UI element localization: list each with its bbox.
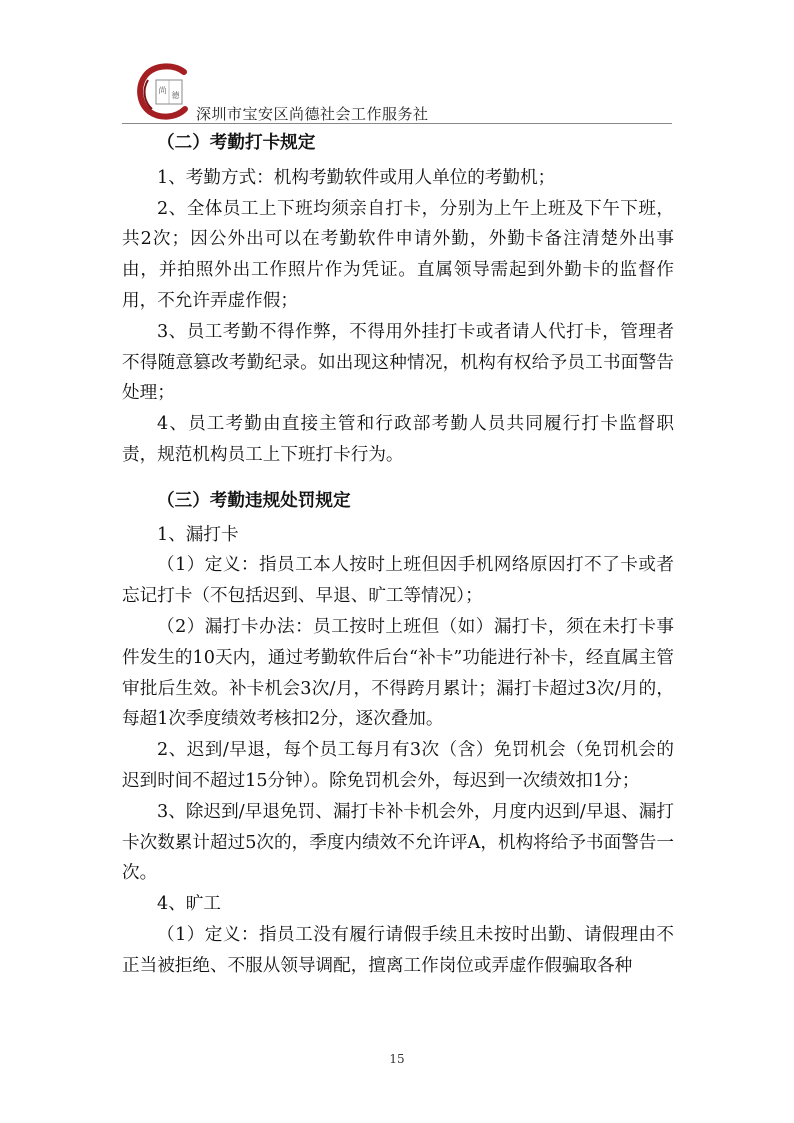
organization-name: 深圳市宝安区尚德社会工作服务社 <box>196 105 429 123</box>
paragraph: 2、迟到/早退，每个员工每月有3次（含）免罚机会（免罚机会的迟到时间不超过15分钟）。除免罚机会外，每迟到一次绩效扣1分； <box>122 740 674 791</box>
organization-logo-icon <box>136 62 194 120</box>
paragraph: （1）定义：指员工没有履行请假手续且未按时出勤、请假理由不正当被拒绝、不服从领导调配，擅离工作岗位或弄虚作假骗取各种 <box>122 924 674 976</box>
document-body <box>122 128 674 982</box>
paragraph: 2、全体员工上下班均须亲自打卡，分别为上午上班及下午下班，共2次；因公外出可以在考勤软件申请外勤，外勤卡备注清楚外出事由，并拍照外出工作照片作为凭证。直属领导需起到外勤卡的监督作用，不允许弄虚作假； <box>122 198 674 311</box>
section-heading-violation-penalties: （三）考勤违规处罚规定 <box>157 489 351 511</box>
header-divider <box>122 123 672 124</box>
svg-text:尚: 尚 <box>158 86 167 95</box>
paragraph: 3、员工考勤不得作弊，不得用外挂打卡或者请人代打卡，管理者不得随意篡改考勤纪录。如出现这种情况，机构有权给予员工书面警告处理； <box>122 321 674 404</box>
paragraph: 1、考勤方式：机构考勤软件或用人单位的考勤机； <box>157 167 556 188</box>
paragraph: 4、旷工 <box>157 894 221 915</box>
paragraph: 3、除迟到/早退免罚、漏打卡补卡机会外，月度内迟到/早退、漏打卡次数累计超过5次的，季度内绩效不允许评A，机构将给予书面警告一次。 <box>122 801 674 884</box>
svg-text:德: 德 <box>171 91 180 100</box>
page-number: 15 <box>389 1052 405 1066</box>
paragraph: 4、员工考勤由直接主管和行政部考勤人员共同履行打卡监督职责，规范机构员工上下班打卡行为。 <box>122 414 674 465</box>
section-heading-attendance-rules: （二）考勤打卡规定 <box>157 132 316 153</box>
paragraph: （2）漏打卡办法：员工按时上班但（如）漏打卡，须在未打卡事件发生的10天内，通过考勤软件后台“补卡”功能进行补卡，经直属主管审批后生效。补卡机会3次/月，不得跨月累计；漏打卡超过3次/月的，每超1次季度绩效考核扣2分，逐次叠加。 <box>122 616 674 730</box>
paragraph: 1、漏打卡 <box>157 524 239 545</box>
paragraph: （1）定义：指员工本人按时上班但因手机网络原因打不了卡或者忘记打卡（不包括迟到、早退、旷工等情况）； <box>122 555 674 607</box>
